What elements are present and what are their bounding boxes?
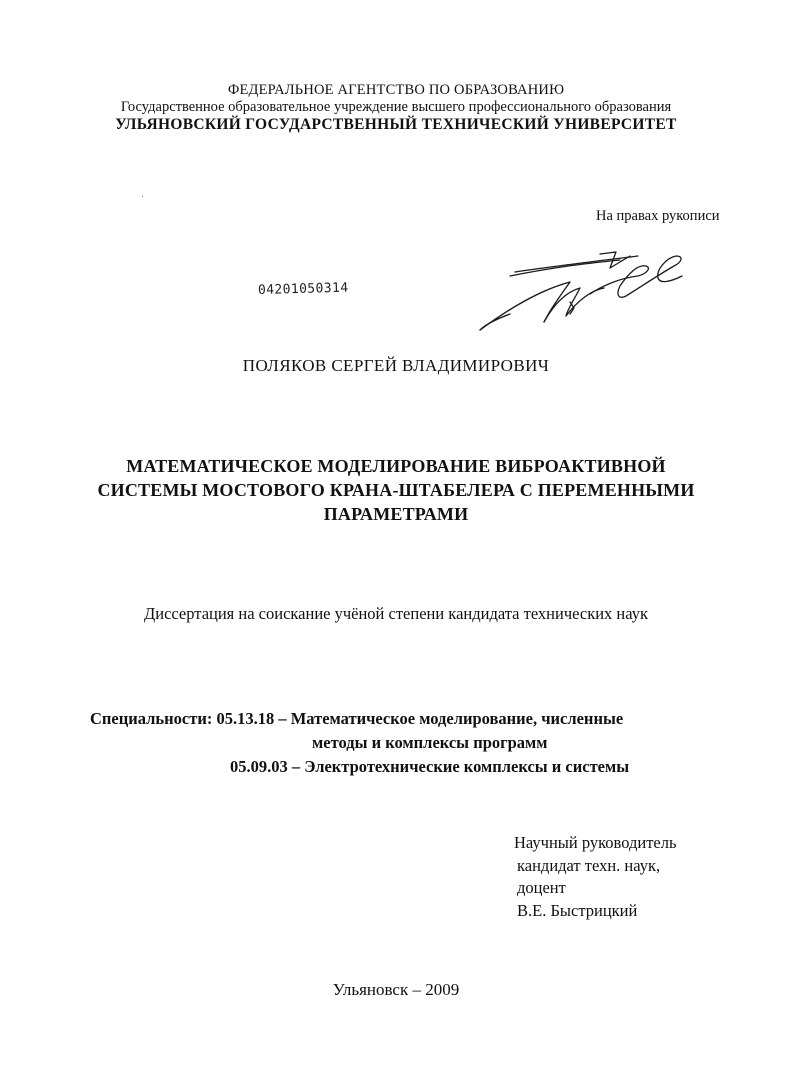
specialty-line-1: Специальности: 05.13.18 – Математическое моделирование, численные <box>90 709 624 728</box>
thesis-type: Диссертация на соискание учёной степени кандидата технических наук <box>144 604 648 623</box>
scan-speck <box>142 196 143 197</box>
title-line-1: МАТЕМАТИЧЕСКОЕ МОДЕЛИРОВАНИЕ ВИБРОАКТИВНОЙ <box>126 456 666 476</box>
title-line-3: ПАРАМЕТРАМИ <box>323 504 469 524</box>
specialty-line-3: 05.09.03 – Электротехнические комплексы и системы <box>230 757 630 776</box>
author-name: ПОЛЯКОВ СЕРГЕЙ ВЛАДИМИРОВИЧ <box>242 356 550 375</box>
institution-name: Государственное образовательное учреждение высшего профессионального образования <box>120 99 672 115</box>
handwritten-signature <box>470 238 690 338</box>
advisor-name: В.Е. Быстрицкий <box>517 900 638 920</box>
university-name: УЛЬЯНОВСКИЙ ГОСУДАРСТВЕННЫЙ ТЕХНИЧЕСКИЙ УНИВЕРСИТЕТ <box>115 116 677 133</box>
dissertation-title <box>0 454 792 526</box>
manuscript-rights-note: На правах рукописи <box>596 208 720 224</box>
specialty-line-2: методы и комплексы программ <box>312 733 548 752</box>
city-year: Ульяновск – 2009 <box>332 980 460 999</box>
registration-number-stamp: 04201050314 <box>257 280 349 298</box>
advisor-degree: кандидат техн. наук, <box>517 855 661 875</box>
title-line-2: СИСТЕМЫ МОСТОВОГО КРАНА-ШТАБЕЛЕРА С ПЕРЕМЕННЫМИ <box>97 480 695 500</box>
agency-name: ФЕДЕРАЛЬНОЕ АГЕНТСТВО ПО ОБРАЗОВАНИЮ <box>227 82 565 98</box>
scientific-advisor-block <box>514 832 677 922</box>
advisor-rank: доцент <box>517 878 566 897</box>
advisor-role: Научный руководитель <box>514 833 677 852</box>
specialties-block <box>90 707 629 779</box>
